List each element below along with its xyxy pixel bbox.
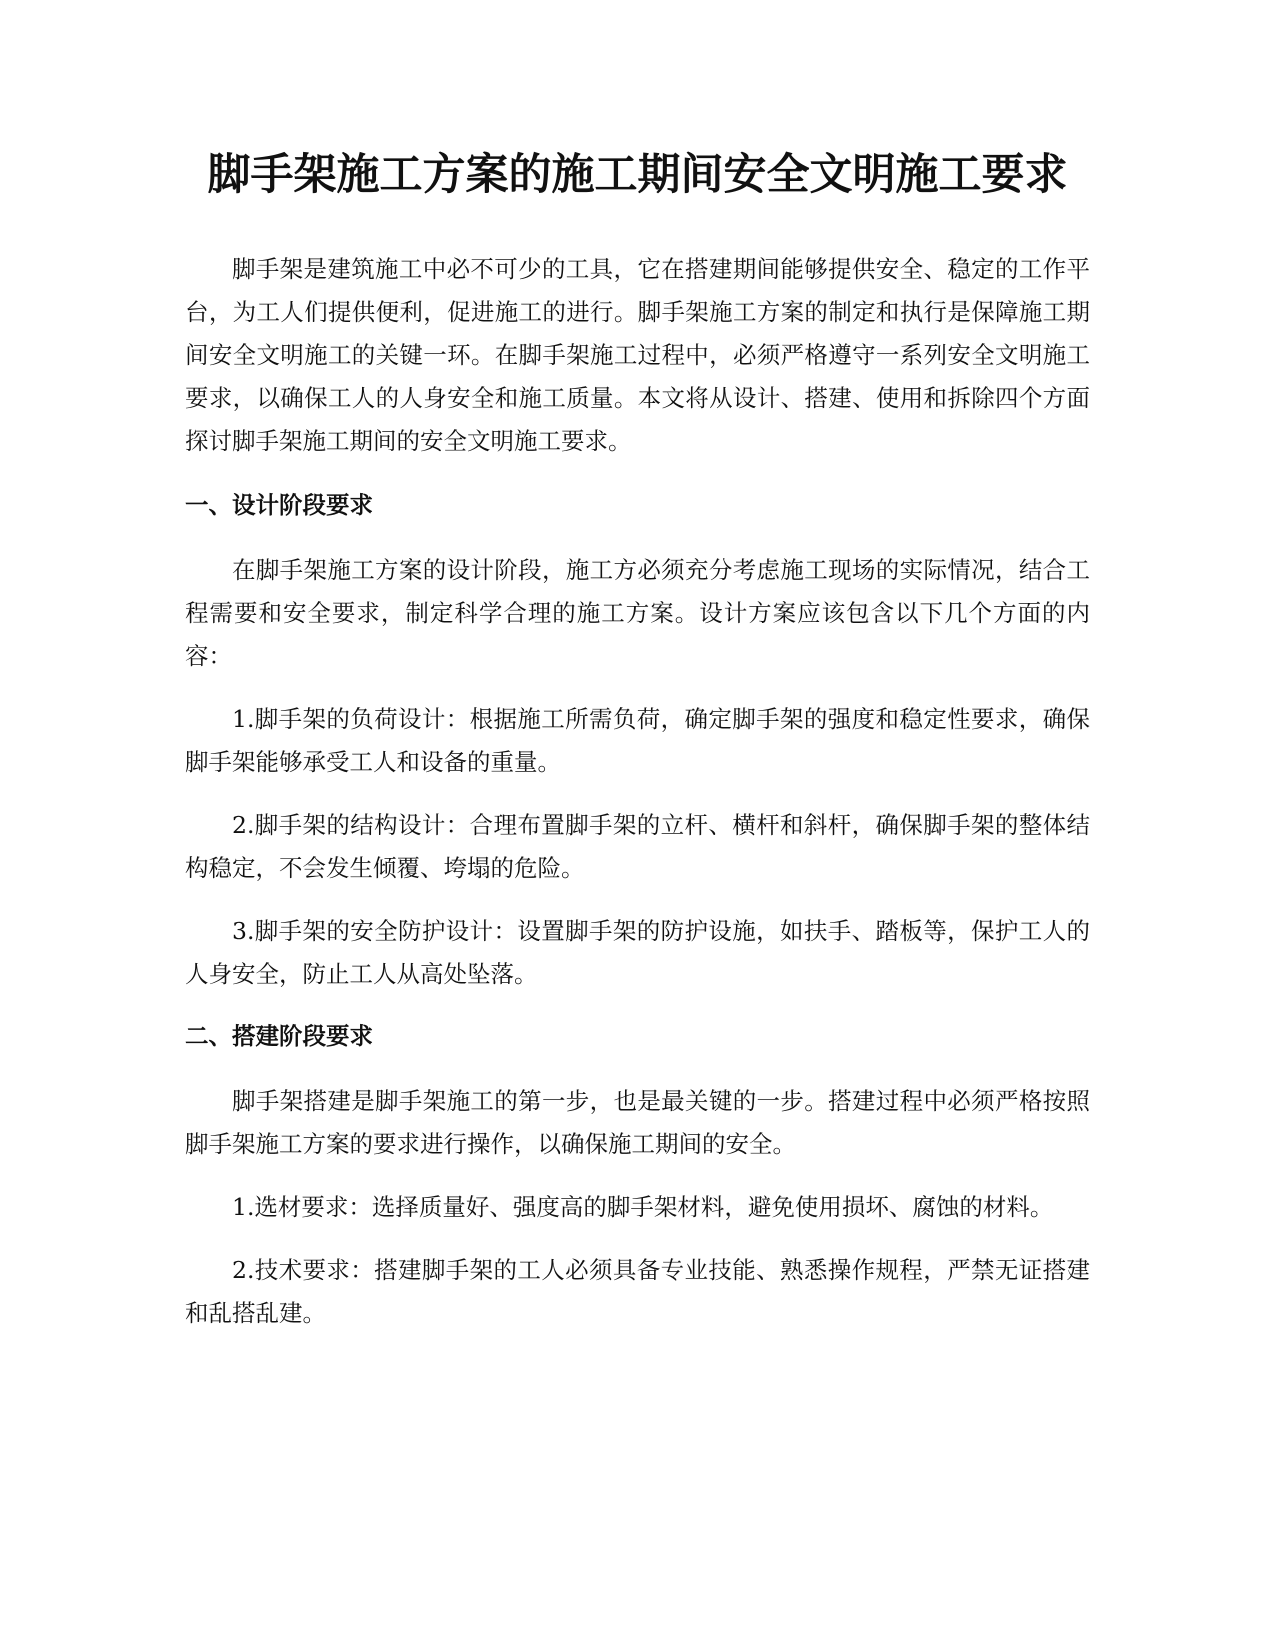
paragraph: 2.脚手架的结构设计：合理布置脚手架的立杆、横杆和斜杆，确保脚手架的整体结构稳定，不会发生倾覆、垮塌的危险。 (185, 811, 1090, 882)
section-heading: 一、设计阶段要求 (185, 491, 373, 519)
document-title: 脚手架施工方案的施工期间安全文明施工要求 (207, 150, 1068, 200)
paragraph: 脚手架搭建是脚手架施工的第一步，也是最关键的一步。搭建过程中必须严格按照脚手架施工方案的要求进行操作，以确保施工期间的安全。 (185, 1087, 1090, 1158)
intro-paragraph: 脚手架是建筑施工中必不可少的工具，它在搭建期间能够提供安全、稳定的工作平台，为工人们提供便利，促进施工的进行。脚手架施工方案的制定和执行是保障施工期间安全文明施工的关键一环。在脚手架施工过程中，必须严格遵守一系列安全文明施工要求，以确保工人的人身安全和施工质量。本文将从设计、搭建、使用和拆除四个方面探讨脚手架施工期间的安全文明施工要求。 (185, 255, 1090, 455)
document-page (185, 140, 1090, 1355)
paragraph: 在脚手架施工方案的设计阶段，施工方必须充分考虑施工现场的实际情况，结合工程需要和安全要求，制定科学合理的施工方案。设计方案应该包含以下几个方面的内容： (185, 556, 1090, 670)
section-design (185, 485, 1090, 996)
paragraph: 1.选材要求：选择质量好、强度高的脚手架材料，避免使用损坏、腐蚀的材料。 (232, 1193, 1054, 1221)
paragraph: 3.脚手架的安全防护设计：设置脚手架的防护设施，如扶手、踏板等，保护工人的人身安全，防止工人从高处坠落。 (185, 917, 1090, 988)
paragraph: 1.脚手架的负荷设计：根据施工所需负荷，确定脚手架的强度和稳定性要求，确保脚手架能够承受工人和设备的重量。 (185, 705, 1090, 776)
section-heading: 二、搭建阶段要求 (185, 1022, 373, 1050)
paragraph: 2.技术要求：搭建脚手架的工人必须具备专业技能、熟悉操作规程，严禁无证搭建和乱搭乱建。 (185, 1256, 1090, 1327)
section-construction (185, 1016, 1090, 1335)
